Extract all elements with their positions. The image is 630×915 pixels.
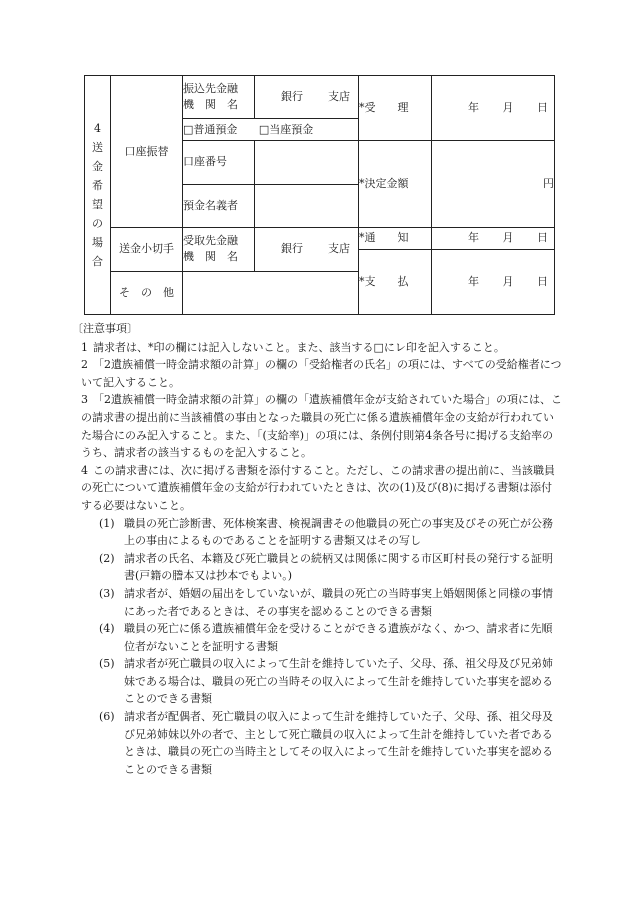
note-item: 2 「2遺族補償一時金請求額の計算」の欄の「受給権者の氏名」の項には、すべての受給権者について記入すること。 (81, 358, 562, 389)
decided-amount-field[interactable]: 円 (432, 141, 555, 228)
ordinary-deposit-checkbox[interactable]: □普通預金 (183, 122, 238, 136)
note-subitem: (3) 請求者が、婚姻の届出をしていないが、職員の死亡の当時事実上婚姻関係と同様の事情にあった者であるときは、その事実を認めることのできる書類 (99, 586, 553, 618)
notes-section (72, 320, 562, 778)
receiving-bank-label: 受取先金融 機 関 名 (183, 228, 255, 271)
note-subitem: (6) 請求者が配偶者、死亡職員の収入によって生計を維持していた子、父母、孫、祖父母及び兄弟姉妹以外の者で、主として死亡職員の収入によって生計を維持していた者であるときは、職員の死亡の当時主としてその収入によって生計を維持していた事実を認めることのできる書類 (99, 710, 553, 776)
account-holder-label: 預金名義者 (183, 184, 255, 227)
note-subitem: (2) 請求者の氏名、本籍及び死亡職員との続柄又は関係に関する市区町村長の発行する証明書(戸籍の謄本又は抄本でもよい。) (99, 551, 553, 583)
other-field[interactable] (183, 271, 359, 314)
notes-heading: 〔注意事項〕 (72, 322, 138, 335)
accept-label: *受 理 (359, 76, 432, 141)
current-deposit-checkbox[interactable]: □当座預金 (258, 122, 314, 136)
payment-date-field[interactable]: 年 月 日 (432, 249, 555, 314)
note-subitem: (4) 職員の死亡に係る遺族補償年金を受けることができる遺族がなく、かつ、請求者に先順位者がないことを証明する書類 (99, 622, 553, 653)
remittance-form-table (84, 75, 555, 315)
note-item: 3 「2遺族補償一時金請求額の計算」の欄の「遺族補償年金が支給されていた場合」の項には、この請求書の提出前に当該補償の事由となった職員の死亡に係る遺族補償年金の支給が行われていた場合にのみ記入すること。また、「(支給率)」の項には、条例付則第4条各号に掲げる支給率のうち、請求者の該当するものを記入すること。 (81, 393, 562, 460)
note-item: 1 請求者は、*印の欄には記入しないこと。また、該当する□にレ印を記入すること。 (81, 340, 505, 354)
account-holder-field[interactable] (255, 184, 359, 227)
note-subitem: (1) 職員の死亡診断書、死体検案書、検視調書その他職員の死亡の事実及びその死亡が公務上の事由によるものであることを証明する書類又はその写し (99, 516, 553, 548)
accept-date-field[interactable]: 年 月 日 (432, 76, 555, 141)
bank-name-field[interactable]: 銀行 支店 (255, 76, 359, 119)
other-label: そ の 他 (111, 271, 183, 314)
account-transfer-label: 口座振替 (111, 76, 183, 228)
account-number-label: 口座番号 (183, 141, 255, 184)
receiving-bank-field[interactable]: 銀行 支店 (255, 228, 359, 271)
notify-label: *通 知 (359, 228, 432, 250)
account-number-field[interactable] (255, 141, 359, 184)
note-item: 4 この請求書には、次に掲げる書類を添付すること。ただし、この請求書の提出前に、当該職員の死亡について遺族補償年金の支給が行われていたときは、次の(1)及び(8)に掲げる書類は添付する必要はないこと。 (81, 463, 555, 512)
notify-date-field[interactable]: 年 月 日 (432, 228, 555, 250)
section-4-label: 4 送 金 希 望 の 場 合 (85, 76, 111, 315)
bank-name-label: 振込先金融 機 関 名 (183, 76, 255, 119)
note-subitem: (5) 請求者が死亡職員の収入によって生計を維持していた子、父母、孫、祖父母及び兄弟姉妹である場合は、職員の死亡の当時その収入によって生計を維持していた事実を認めることのできる書類 (99, 657, 553, 706)
payment-label: *支 払 (359, 249, 432, 314)
decided-amount-label: *決定金額 (359, 141, 432, 228)
remittance-check-label: 送金小切手 (111, 228, 183, 271)
deposit-type-options[interactable] (183, 119, 359, 141)
